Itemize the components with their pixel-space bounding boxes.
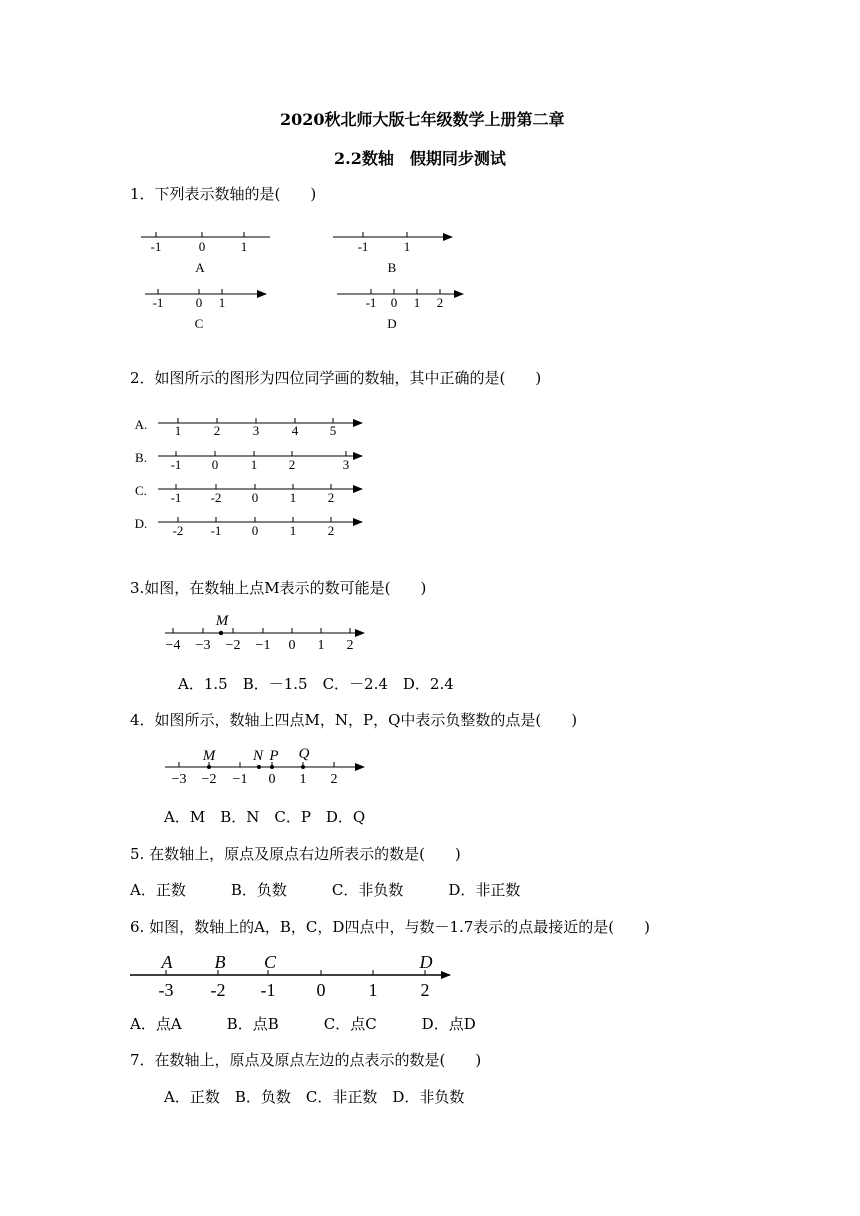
q1d-tick-label: 2 [436,295,444,310]
q6-options: A．点A B．点B C．点C D．点D [130,1015,476,1033]
q1a-tick-label: 1 [240,239,248,254]
q2-axis-b [135,450,362,472]
q2d-tick-label: 1 [289,523,297,538]
q6-tick-label: 0 [316,980,326,1000]
point-b-label: B [214,952,226,972]
q4-number-line [165,746,364,787]
q2a-tick-label: 2 [213,423,221,438]
q6-tick-label: -3 [158,980,174,1000]
q3-tick-label: −4 [165,638,181,653]
q2b-tick-label: -1 [170,457,182,472]
q1-axis-b [333,232,452,275]
q3-tick-label: 2 [346,638,354,653]
q1-option-label-d: D [387,316,397,331]
q2-axis-c [135,483,362,505]
q1d-tick-label: -1 [365,295,377,310]
question-4: 4．如图所示，数轴上四点M，N，P，Q中表示负整数的点是( ) [130,711,578,729]
q1-axis-d [337,289,463,331]
q3-options: A．1.5 B．－1.5 C．－2.4 D．2.4 [178,675,454,693]
q2-axis-a [135,417,362,438]
point-p-label: P [269,748,279,764]
point-c-label: C [263,952,277,972]
q2d-tick-label: 2 [327,523,335,538]
question-3: 3.如图，在数轴上点M表示的数可能是( ) [130,579,427,597]
q6-tick-label: -1 [260,980,276,1000]
question-6: 6. 如图，数轴上的A，B，C，D四点中，与数－1.7表示的点最接近的是( ) [130,918,651,936]
point-n-label: N [252,748,264,764]
q3-tick-label: 0 [288,638,296,653]
q7-options: A．正数 B．负数 C．非正数 D．非负数 [164,1088,465,1106]
q5-options: A．正数 B．负数 C．非负数 D．非正数 [130,881,521,899]
q2d-tick-label: -2 [172,523,184,538]
question-2: 2．如图所示的图形为四位同学画的数轴，其中正确的是( ) [130,369,542,387]
q3-number-line [165,613,364,653]
q2a-tick-label: 1 [174,423,182,438]
q2-row-label: B. [135,450,147,465]
q6-tick-label: 2 [420,980,430,1000]
q1b-tick-label: -1 [357,239,369,254]
q4-tick-label: 2 [330,772,338,787]
title-line-2: 2.2数轴 假期同步测试 [334,149,506,168]
point-q-marker [301,765,305,769]
question-5: 5. 在数轴上，原点及原点右边所表示的数是( ) [130,845,461,863]
q2-row-label: D. [134,516,148,531]
q1-option-label-b: B [387,260,397,275]
point-n-marker [257,765,261,769]
q4-options: A．M B．N C．P D．Q [164,808,366,826]
q3-tick-label: −2 [225,638,241,653]
q3-tick-label: 1 [317,638,325,653]
point-m-marker [207,765,211,769]
q1d-tick-label: 0 [390,295,398,310]
q4-tick-label: 1 [299,772,307,787]
q3-tick-label: −3 [195,638,211,653]
q2c-tick-label: -1 [170,490,182,505]
q2b-tick-label: 3 [342,457,350,472]
q2d-tick-label: -1 [210,523,222,538]
q1-option-label-c: C [194,316,204,331]
q2-axis-d [135,516,362,538]
q6-tick-label: -2 [210,980,226,1000]
q2a-tick-label: 4 [291,423,299,438]
q2c-tick-label: 1 [289,490,297,505]
q1c-tick-label: 1 [218,295,226,310]
q2-row-label: C. [135,483,147,498]
q1-option-label-a: A [195,260,205,275]
point-q-label: Q [298,746,310,762]
point-p-marker [270,765,274,769]
q6-tick-label: 1 [368,980,378,1000]
q2-row-label: A. [134,417,148,432]
question-7: 7．在数轴上，原点及原点左边的点表示的数是( ) [130,1051,482,1069]
point-m-label: M [215,613,229,629]
title-line-1: 2020秋北师大版七年级数学上册第二章 [280,110,565,129]
q2c-tick-label: 0 [251,490,259,505]
q2b-tick-label: 0 [211,457,219,472]
q4-tick-label: −1 [232,772,248,787]
q4-tick-label: −3 [171,772,187,787]
q1c-tick-label: -1 [152,295,164,310]
q2c-tick-label: 2 [327,490,335,505]
q3-tick-label: −1 [255,638,271,653]
q2b-tick-label: 2 [288,457,296,472]
q4-tick-label: −2 [201,772,217,787]
point-d-label: D [419,952,433,972]
q1c-tick-label: 0 [195,295,203,310]
q1-axis-a [141,232,270,275]
q1b-tick-label: 1 [403,239,411,254]
q1a-tick-label: 0 [198,239,206,254]
q1a-tick-label: -1 [150,239,162,254]
q2b-tick-label: 1 [250,457,258,472]
q2c-tick-label: -2 [210,490,222,505]
point-m-label: M [202,748,216,764]
question-1: 1．下列表示数轴的是( ) [130,185,317,203]
q2a-tick-label: 5 [329,423,337,438]
q1d-tick-label: 1 [413,295,421,310]
q6-number-line [130,952,450,1000]
q2d-tick-label: 0 [251,523,259,538]
q4-tick-label: 0 [268,772,276,787]
point-a-label: A [161,952,173,972]
q1-axis-c [145,289,266,331]
q2a-tick-label: 3 [252,423,260,438]
point-m-marker [219,631,223,635]
